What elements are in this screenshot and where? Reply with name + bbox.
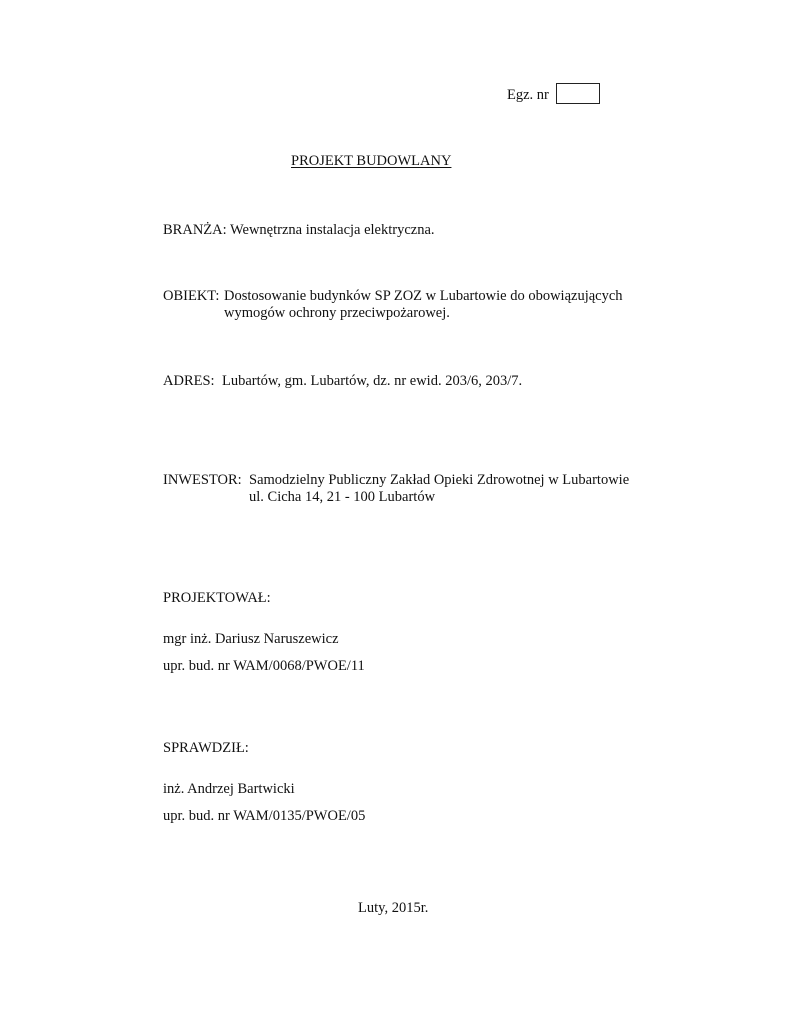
projektowal-license: upr. bud. nr WAM/0068/PWOE/11	[163, 658, 365, 674]
obiekt-line-1: Dostosowanie budynków SP ZOZ w Lubartowie do obowiązujących	[224, 288, 623, 304]
obiekt-line-2: wymogów ochrony przeciwpożarowej.	[224, 305, 450, 321]
obiekt-label: OBIEKT:	[163, 288, 220, 304]
adres-label: ADRES:	[163, 373, 215, 389]
document-title: PROJEKT BUDOWLANY	[291, 153, 452, 169]
adres-value: Lubartów, gm. Lubartów, dz. nr ewid. 203/6, 203/7.	[222, 373, 523, 389]
copy-number-label: Egz. nr	[507, 87, 549, 103]
inwestor-label: INWESTOR:	[163, 472, 242, 488]
inwestor-line-2: ul. Cicha 14, 21 - 100 Lubartów	[249, 489, 436, 505]
projektowal-name: mgr inż. Dariusz Naruszewicz	[163, 631, 339, 647]
sprawdzil-label: SPRAWDZIŁ:	[163, 740, 249, 756]
copy-number-box	[556, 83, 600, 104]
branza-value: Wewnętrzna instalacja elektryczna.	[230, 222, 435, 238]
sprawdzil-name: inż. Andrzej Bartwicki	[163, 781, 295, 797]
branza-label: BRANŻA:	[163, 222, 227, 238]
inwestor-line-1: Samodzielny Publiczny Zakład Opieki Zdrowotnej w Lubartowie	[249, 472, 630, 488]
document-date: Luty, 2015r.	[358, 900, 429, 916]
projektowal-label: PROJEKTOWAŁ:	[163, 590, 271, 606]
sprawdzil-license: upr. bud. nr WAM/0135/PWOE/05	[163, 808, 366, 824]
